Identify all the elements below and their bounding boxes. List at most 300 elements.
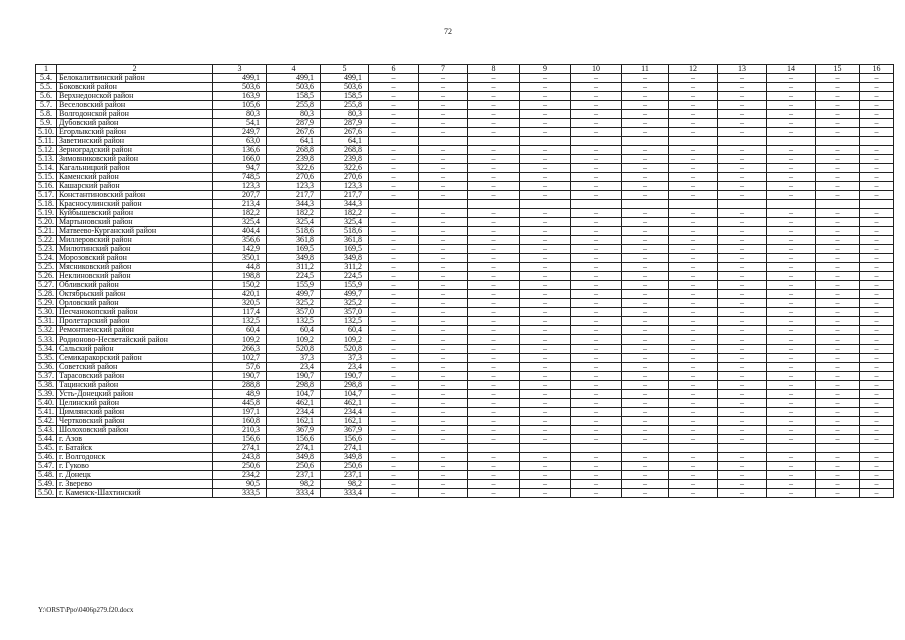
dash-cell: – bbox=[468, 290, 520, 299]
value-col-3: 182,2 bbox=[213, 209, 267, 218]
dash-cell: – bbox=[622, 245, 669, 254]
table-row bbox=[36, 308, 894, 317]
value-col-4: 255,8 bbox=[267, 101, 321, 110]
dash-cell: – bbox=[520, 345, 571, 354]
dash-cell: – bbox=[816, 164, 860, 173]
value-col-5: 217,7 bbox=[321, 191, 369, 200]
table-row bbox=[36, 417, 894, 426]
value-col-5: 349,8 bbox=[321, 453, 369, 462]
dash-cell: – bbox=[718, 354, 767, 363]
value-col-5: 109,2 bbox=[321, 335, 369, 345]
value-col-4: 325,4 bbox=[267, 218, 321, 227]
dash-cell: – bbox=[369, 155, 419, 164]
dash-cell: – bbox=[718, 146, 767, 155]
dash-cell: – bbox=[816, 417, 860, 426]
dash-cell: – bbox=[468, 281, 520, 290]
district-name: Песчанокопский район bbox=[57, 308, 213, 317]
dash-cell: – bbox=[622, 272, 669, 281]
row-number: 5.35. bbox=[36, 354, 57, 363]
dash-cell: – bbox=[571, 83, 622, 92]
value-col-5: 60,4 bbox=[321, 326, 369, 335]
dash-cell: – bbox=[669, 408, 718, 417]
dash-cell: – bbox=[369, 191, 419, 200]
column-number: 10 bbox=[571, 65, 622, 74]
dash-cell: – bbox=[622, 227, 669, 236]
row-number: 5.14. bbox=[36, 164, 57, 173]
page-number: 72 bbox=[444, 27, 452, 36]
value-col-3: 325,4 bbox=[213, 218, 267, 227]
table-row bbox=[36, 74, 894, 83]
dash-cell: – bbox=[369, 363, 419, 372]
dash-cell: – bbox=[816, 326, 860, 335]
dash-cell: – bbox=[669, 110, 718, 119]
dash-cell: – bbox=[520, 218, 571, 227]
value-col-5: 224,5 bbox=[321, 272, 369, 281]
dash-cell: – bbox=[369, 101, 419, 110]
dash-cell: – bbox=[622, 74, 669, 83]
dash-cell: – bbox=[622, 281, 669, 290]
table-row bbox=[36, 480, 894, 489]
dash-cell bbox=[718, 137, 767, 146]
district-name: Советский район bbox=[57, 363, 213, 372]
column-number: 1 bbox=[36, 65, 57, 74]
table-row bbox=[36, 227, 894, 236]
dash-cell: – bbox=[369, 209, 419, 218]
dash-cell: – bbox=[816, 335, 860, 345]
dash-cell: – bbox=[767, 363, 816, 372]
row-number: 5.32. bbox=[36, 326, 57, 335]
value-col-5: 237,1 bbox=[321, 471, 369, 480]
value-col-4: 270,6 bbox=[267, 173, 321, 182]
dash-cell: – bbox=[816, 426, 860, 435]
dash-cell: – bbox=[718, 471, 767, 480]
dash-cell: – bbox=[718, 92, 767, 101]
value-col-5: 287,9 bbox=[321, 119, 369, 128]
dash-cell: – bbox=[860, 426, 894, 435]
dash-cell: – bbox=[468, 335, 520, 345]
dash-cell: – bbox=[571, 119, 622, 128]
value-col-4: 182,2 bbox=[267, 209, 321, 218]
dash-cell bbox=[520, 444, 571, 453]
dash-cell: – bbox=[718, 245, 767, 254]
column-number: 13 bbox=[718, 65, 767, 74]
dash-cell: – bbox=[816, 408, 860, 417]
dash-cell: – bbox=[767, 236, 816, 245]
dash-cell: – bbox=[860, 480, 894, 489]
dash-cell: – bbox=[816, 128, 860, 137]
dash-cell: – bbox=[767, 354, 816, 363]
value-col-4: 60,4 bbox=[267, 326, 321, 335]
dash-cell: – bbox=[419, 489, 468, 498]
dash-cell bbox=[520, 200, 571, 209]
dash-cell: – bbox=[718, 489, 767, 498]
value-col-4: 190,7 bbox=[267, 372, 321, 381]
file-path-footer: Y:\ORST\Ppo\0406p279.f20.docx bbox=[38, 606, 134, 614]
dash-cell: – bbox=[369, 399, 419, 408]
dash-cell: – bbox=[669, 146, 718, 155]
dash-cell: – bbox=[571, 471, 622, 480]
value-col-4: 239,8 bbox=[267, 155, 321, 164]
dash-cell: – bbox=[669, 227, 718, 236]
dash-cell: – bbox=[816, 290, 860, 299]
row-number: 5.50. bbox=[36, 489, 57, 498]
dash-cell bbox=[622, 444, 669, 453]
table-row bbox=[36, 191, 894, 200]
dash-cell: – bbox=[816, 308, 860, 317]
row-number: 5.17. bbox=[36, 191, 57, 200]
district-name: Октябрьский район bbox=[57, 290, 213, 299]
dash-cell: – bbox=[369, 426, 419, 435]
value-col-3: 356,6 bbox=[213, 236, 267, 245]
dash-cell: – bbox=[419, 363, 468, 372]
dash-cell: – bbox=[419, 417, 468, 426]
dash-cell: – bbox=[571, 191, 622, 200]
dash-cell: – bbox=[816, 435, 860, 444]
value-col-3: 94,7 bbox=[213, 164, 267, 173]
value-col-3: 57,6 bbox=[213, 363, 267, 372]
row-number: 5.42. bbox=[36, 417, 57, 426]
dash-cell: – bbox=[669, 272, 718, 281]
value-col-5: 162,1 bbox=[321, 417, 369, 426]
dash-cell: – bbox=[419, 399, 468, 408]
district-name: Мартыновский район bbox=[57, 218, 213, 227]
table-row bbox=[36, 399, 894, 408]
value-col-4: 155,9 bbox=[267, 281, 321, 290]
value-col-4: 518,6 bbox=[267, 227, 321, 236]
row-number: 5.10. bbox=[36, 128, 57, 137]
dash-cell: – bbox=[369, 173, 419, 182]
dash-cell bbox=[860, 444, 894, 453]
dash-cell: – bbox=[816, 254, 860, 263]
dash-cell: – bbox=[718, 317, 767, 326]
row-number: 5.12. bbox=[36, 146, 57, 155]
dash-cell: – bbox=[369, 335, 419, 345]
dash-cell: – bbox=[520, 110, 571, 119]
dash-cell: – bbox=[419, 381, 468, 390]
dash-cell: – bbox=[816, 110, 860, 119]
dash-cell: – bbox=[571, 381, 622, 390]
dash-cell: – bbox=[468, 435, 520, 444]
dash-cell: – bbox=[622, 354, 669, 363]
row-number: 5.11. bbox=[36, 137, 57, 146]
dash-cell bbox=[767, 200, 816, 209]
value-col-5: 361,8 bbox=[321, 236, 369, 245]
dash-cell: – bbox=[816, 317, 860, 326]
district-name: Волгодонской район bbox=[57, 110, 213, 119]
value-col-3: 420,1 bbox=[213, 290, 267, 299]
dash-cell: – bbox=[816, 363, 860, 372]
dash-cell: – bbox=[718, 417, 767, 426]
dash-cell: – bbox=[767, 317, 816, 326]
district-name: Зерноградский район bbox=[57, 146, 213, 155]
dash-cell: – bbox=[369, 299, 419, 308]
dash-cell bbox=[419, 200, 468, 209]
dash-cell: – bbox=[369, 435, 419, 444]
column-number: 9 bbox=[520, 65, 571, 74]
row-number: 5.24. bbox=[36, 254, 57, 263]
dash-cell: – bbox=[860, 326, 894, 335]
dash-cell: – bbox=[718, 290, 767, 299]
dash-cell: – bbox=[419, 272, 468, 281]
dash-cell: – bbox=[767, 155, 816, 164]
dash-cell: – bbox=[669, 290, 718, 299]
dash-cell: – bbox=[520, 119, 571, 128]
dash-cell: – bbox=[419, 164, 468, 173]
dash-cell: – bbox=[419, 155, 468, 164]
dash-cell: – bbox=[571, 281, 622, 290]
row-number: 5.27. bbox=[36, 281, 57, 290]
dash-cell: – bbox=[860, 345, 894, 354]
dash-cell: – bbox=[622, 119, 669, 128]
dash-cell: – bbox=[669, 299, 718, 308]
dash-cell: – bbox=[369, 453, 419, 462]
dash-cell bbox=[419, 137, 468, 146]
dash-cell: – bbox=[468, 480, 520, 489]
dash-cell: – bbox=[767, 345, 816, 354]
row-number: 5.13. bbox=[36, 155, 57, 164]
dash-cell: – bbox=[419, 408, 468, 417]
district-name: Милютинский район bbox=[57, 245, 213, 254]
dash-cell: – bbox=[860, 74, 894, 83]
dash-cell: – bbox=[571, 489, 622, 498]
dash-cell: – bbox=[369, 489, 419, 498]
row-number: 5.21. bbox=[36, 227, 57, 236]
district-name: Пролетарский район bbox=[57, 317, 213, 326]
dash-cell: – bbox=[468, 245, 520, 254]
value-col-4: 520,8 bbox=[267, 345, 321, 354]
row-number: 5.38. bbox=[36, 381, 57, 390]
value-col-4: 37,3 bbox=[267, 354, 321, 363]
dash-cell: – bbox=[718, 462, 767, 471]
dash-cell: – bbox=[622, 83, 669, 92]
dash-cell: – bbox=[860, 281, 894, 290]
dash-cell: – bbox=[419, 480, 468, 489]
dash-cell: – bbox=[718, 426, 767, 435]
dash-cell: – bbox=[622, 101, 669, 110]
dash-cell: – bbox=[767, 110, 816, 119]
dash-cell bbox=[419, 444, 468, 453]
dash-cell: – bbox=[369, 272, 419, 281]
value-col-4: 499,1 bbox=[267, 74, 321, 83]
table-row bbox=[36, 335, 894, 345]
dash-cell: – bbox=[718, 155, 767, 164]
dash-cell: – bbox=[468, 354, 520, 363]
value-col-4: 64,1 bbox=[267, 137, 321, 146]
dash-cell bbox=[468, 200, 520, 209]
dash-cell: – bbox=[369, 218, 419, 227]
dash-cell: – bbox=[622, 209, 669, 218]
dash-cell: – bbox=[622, 254, 669, 263]
district-name: Дубовский район bbox=[57, 119, 213, 128]
dash-cell: – bbox=[622, 92, 669, 101]
dash-cell: – bbox=[718, 83, 767, 92]
dash-cell: – bbox=[718, 281, 767, 290]
table-row bbox=[36, 110, 894, 119]
value-col-3: 160,8 bbox=[213, 417, 267, 426]
dash-cell: – bbox=[468, 155, 520, 164]
dash-cell: – bbox=[520, 390, 571, 399]
value-col-5: 325,4 bbox=[321, 218, 369, 227]
dash-cell: – bbox=[468, 173, 520, 182]
value-col-5: 367,9 bbox=[321, 426, 369, 435]
dash-cell: – bbox=[718, 299, 767, 308]
value-col-3: 90,5 bbox=[213, 480, 267, 489]
value-col-5: 155,9 bbox=[321, 281, 369, 290]
dash-cell: – bbox=[520, 308, 571, 317]
row-number: 5.34. bbox=[36, 345, 57, 354]
dash-cell: – bbox=[816, 209, 860, 218]
row-number: 5.20. bbox=[36, 218, 57, 227]
district-name: Верхнедонской район bbox=[57, 92, 213, 101]
district-name: Усть-Донецкий район bbox=[57, 390, 213, 399]
row-number: 5.40. bbox=[36, 399, 57, 408]
dash-cell: – bbox=[571, 345, 622, 354]
dash-cell: – bbox=[520, 354, 571, 363]
table-row bbox=[36, 119, 894, 128]
dash-cell: – bbox=[767, 254, 816, 263]
dash-cell: – bbox=[669, 308, 718, 317]
value-col-5: 274,1 bbox=[321, 444, 369, 453]
dash-cell: – bbox=[718, 381, 767, 390]
row-number: 5.47. bbox=[36, 462, 57, 471]
dash-cell: – bbox=[571, 453, 622, 462]
table-row bbox=[36, 408, 894, 417]
district-name: Красносулинский район bbox=[57, 200, 213, 209]
value-col-4: 357,0 bbox=[267, 308, 321, 317]
value-col-4: 287,9 bbox=[267, 119, 321, 128]
column-number: 6 bbox=[369, 65, 419, 74]
table-row bbox=[36, 299, 894, 308]
dash-cell: – bbox=[520, 453, 571, 462]
value-col-5: 298,8 bbox=[321, 381, 369, 390]
value-col-4: 349,8 bbox=[267, 254, 321, 263]
dash-cell bbox=[622, 137, 669, 146]
dash-cell: – bbox=[520, 83, 571, 92]
dash-cell: – bbox=[669, 453, 718, 462]
dash-cell: – bbox=[622, 326, 669, 335]
dash-cell: – bbox=[669, 218, 718, 227]
dash-cell: – bbox=[622, 435, 669, 444]
value-col-4: 274,1 bbox=[267, 444, 321, 453]
table-row bbox=[36, 92, 894, 101]
dash-cell: – bbox=[816, 263, 860, 272]
table-row bbox=[36, 453, 894, 462]
dash-cell: – bbox=[369, 471, 419, 480]
dash-cell: – bbox=[419, 299, 468, 308]
dash-cell: – bbox=[520, 164, 571, 173]
value-col-4: 237,1 bbox=[267, 471, 321, 480]
value-col-5: 239,8 bbox=[321, 155, 369, 164]
value-col-3: 445,8 bbox=[213, 399, 267, 408]
value-col-3: 109,2 bbox=[213, 335, 267, 345]
dash-cell: – bbox=[622, 462, 669, 471]
dash-cell: – bbox=[718, 182, 767, 191]
dash-cell: – bbox=[419, 453, 468, 462]
table-row bbox=[36, 426, 894, 435]
dash-cell: – bbox=[468, 381, 520, 390]
dash-cell: – bbox=[816, 471, 860, 480]
row-number: 5.30. bbox=[36, 308, 57, 317]
dash-cell: – bbox=[419, 101, 468, 110]
value-col-3: 142,9 bbox=[213, 245, 267, 254]
dash-cell: – bbox=[520, 372, 571, 381]
dash-cell: – bbox=[767, 92, 816, 101]
dash-cell: – bbox=[767, 381, 816, 390]
dash-cell: – bbox=[419, 236, 468, 245]
row-number: 5.9. bbox=[36, 119, 57, 128]
dash-cell: – bbox=[571, 263, 622, 272]
dash-cell: – bbox=[520, 381, 571, 390]
dash-cell: – bbox=[571, 390, 622, 399]
dash-cell: – bbox=[718, 435, 767, 444]
dash-cell: – bbox=[571, 254, 622, 263]
district-name: Чертковский район bbox=[57, 417, 213, 426]
value-col-3: 60,4 bbox=[213, 326, 267, 335]
dash-cell: – bbox=[622, 453, 669, 462]
value-col-3: 748,5 bbox=[213, 173, 267, 182]
dash-cell: – bbox=[571, 173, 622, 182]
dash-cell: – bbox=[419, 372, 468, 381]
dash-cell bbox=[468, 137, 520, 146]
value-col-3: 150,2 bbox=[213, 281, 267, 290]
dash-cell: – bbox=[816, 399, 860, 408]
row-number: 5.16. bbox=[36, 182, 57, 191]
column-number-row bbox=[36, 65, 894, 74]
dash-cell: – bbox=[571, 128, 622, 137]
value-col-3: 105,6 bbox=[213, 101, 267, 110]
value-col-3: 266,3 bbox=[213, 345, 267, 354]
dash-cell: – bbox=[419, 128, 468, 137]
dash-cell: – bbox=[669, 335, 718, 345]
dash-cell: – bbox=[669, 363, 718, 372]
table-row bbox=[36, 209, 894, 218]
dash-cell: – bbox=[571, 335, 622, 345]
dash-cell: – bbox=[816, 74, 860, 83]
value-col-5: 268,8 bbox=[321, 146, 369, 155]
dash-cell: – bbox=[718, 74, 767, 83]
value-col-3: 404,4 bbox=[213, 227, 267, 236]
dash-cell: – bbox=[767, 299, 816, 308]
dash-cell: – bbox=[816, 101, 860, 110]
dash-cell: – bbox=[419, 173, 468, 182]
dash-cell: – bbox=[669, 83, 718, 92]
dash-cell: – bbox=[571, 326, 622, 335]
dash-cell: – bbox=[419, 218, 468, 227]
dash-cell: – bbox=[468, 191, 520, 200]
value-col-4: 158,5 bbox=[267, 92, 321, 101]
dash-cell: – bbox=[767, 182, 816, 191]
dash-cell: – bbox=[718, 110, 767, 119]
value-col-5: 132,5 bbox=[321, 317, 369, 326]
value-col-3: 136,6 bbox=[213, 146, 267, 155]
dash-cell: – bbox=[767, 453, 816, 462]
dash-cell: – bbox=[419, 119, 468, 128]
value-col-5: 156,6 bbox=[321, 435, 369, 444]
dash-cell: – bbox=[571, 308, 622, 317]
dash-cell: – bbox=[767, 146, 816, 155]
dash-cell: – bbox=[419, 426, 468, 435]
dash-cell: – bbox=[816, 146, 860, 155]
district-name: Егорлыкский район bbox=[57, 128, 213, 137]
district-name: Морозовский район bbox=[57, 254, 213, 263]
column-number: 11 bbox=[622, 65, 669, 74]
dash-cell: – bbox=[622, 236, 669, 245]
dash-cell: – bbox=[718, 191, 767, 200]
dash-cell: – bbox=[571, 110, 622, 119]
dash-cell: – bbox=[669, 471, 718, 480]
dash-cell bbox=[767, 137, 816, 146]
dash-cell: – bbox=[767, 417, 816, 426]
